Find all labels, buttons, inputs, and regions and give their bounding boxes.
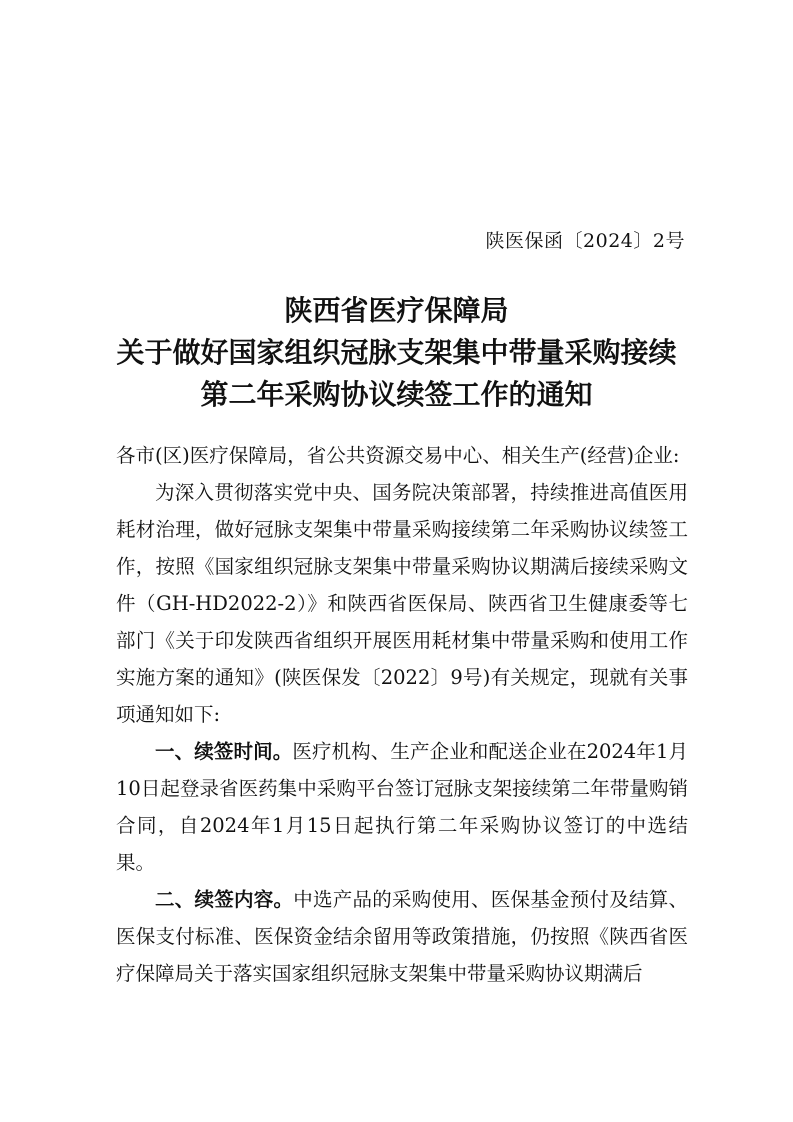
document-body: [116, 437, 688, 992]
title-line-3: 第二年采购协议续签工作的通知: [200, 378, 593, 411]
section-text: 医疗机构、生产企业和配送企业在2024年1月10日起登录省医药集中采购平台签订冠脉支架接续第二年带量购销合同，自2024年1月15日起执行第二年采购协议签订的中选结果。: [116, 740, 688, 874]
section-text: 中选产品的采购使用、医保基金预付及结算、医保支付标准、医保资金结余留用等政策措施，仍按照《陕西省医疗保障局关于落实国家组织冠脉支架集中带量采购协议期满后: [116, 888, 688, 985]
salutation: 各市(区)医疗保障局，省公共资源交易中心、相关生产(经营)企业:: [116, 444, 680, 467]
document-number: 陕医保函〔2024〕2号: [485, 230, 685, 252]
section-renewal-time: [116, 733, 688, 881]
document-title: [0, 290, 793, 416]
title-line-2: 关于做好国家组织冠脉支架集中带量采购接续: [116, 336, 677, 369]
intro-paragraph: 为深入贯彻落实党中央、国务院决策部署，持续推进高值医用耗材治理，做好冠脉支架集中带量采购接续第二年采购协议续签工作，按照《国家组织冠脉支架集中带量采购协议期满后接续采购文件（GH-HD2022-2）》和陕西省医保局、陕西省卫生健康委等七部门《关于印发陕西省组织开展医用耗材集中带量采购和使用工作实施方案的通知》(陕医保发〔2022〕9号)有关规定，现就有关事项通知如下:: [116, 481, 688, 726]
section-heading: 一、续签时间。: [155, 740, 293, 763]
section-heading: 二、续签内容。: [155, 888, 294, 911]
section-renewal-content: [116, 881, 688, 992]
title-line-1: 陕西省医疗保障局: [284, 294, 509, 327]
